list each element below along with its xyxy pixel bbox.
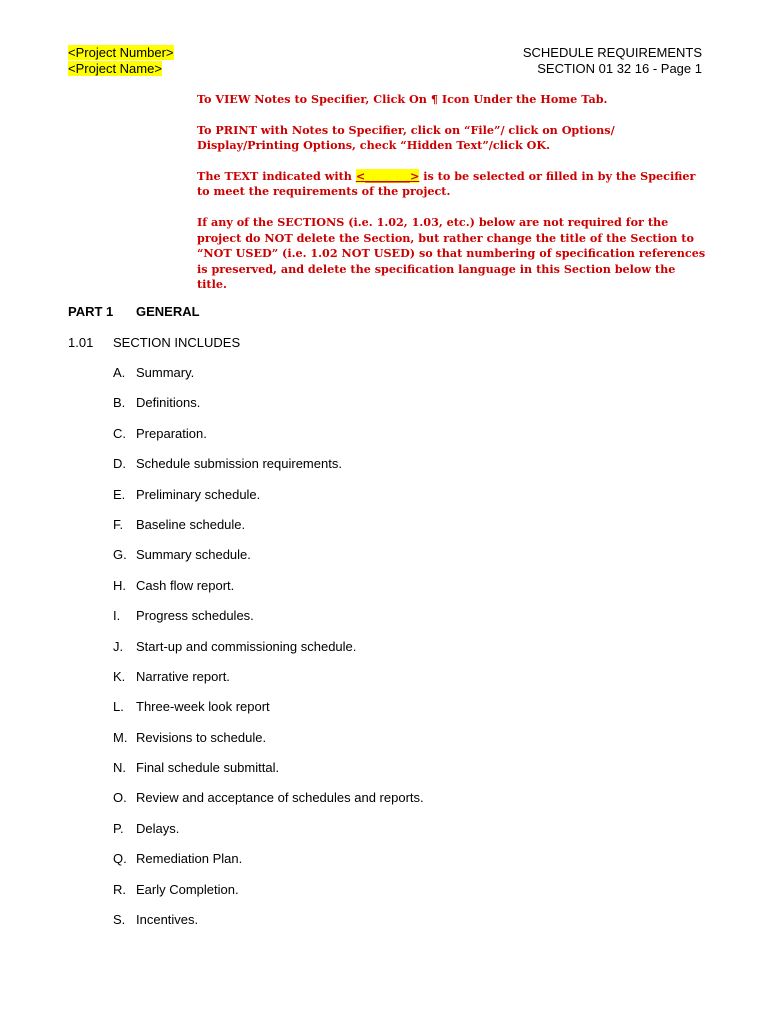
section-page-number: SECTION 01 32 16 - Page 1 [537,61,702,76]
list-item-text: Delays. [136,820,180,836]
list-item-letter: D. [113,456,126,472]
text-note-suffix: is to be selected or filled in by the Specifier to meet the requirements of the project. [197,168,696,199]
list-item-letter: A. [113,365,126,380]
list-item-letter: L. [113,699,124,715]
part-title: GENERAL [136,304,200,319]
article-number: 1.01 [68,335,94,350]
list-item-letter: K. [113,668,126,684]
list-item-letter: E. [113,486,126,502]
list-item-letter: B. [113,395,126,411]
header-left [68,45,174,77]
fill-in-marker: <________> [355,168,420,183]
list-item-text: Remediation Plan. [136,851,243,867]
list-item-letter: R. [113,881,126,897]
list-item-letter: M. [113,729,128,745]
project-number-placeholder[interactable]: <Project Number> [68,45,174,60]
doc-title: SCHEDULE REQUIREMENTS [522,45,702,60]
list-item-letter: N. [113,760,126,776]
list-item-text: Narrative report. [136,668,230,684]
text-note-prefix: The TEXT indicated with [197,168,356,183]
list-item-text: Schedule submission requirements. [136,456,342,472]
list-item-text: Cash flow report. [136,577,235,593]
project-name-placeholder[interactable]: <Project Name> [68,61,162,76]
list-item-text: Preliminary schedule. [136,486,261,502]
list-item-text: Start-up and commissioning schedule. [136,638,357,654]
article-title: SECTION INCLUDES [113,335,241,350]
list-item-text: Preparation. [136,425,207,441]
list-item-letter: F. [113,516,124,532]
part-number: PART 1 [68,304,114,319]
list-item-letter: G. [113,547,127,563]
list-item-text: Three-week look report [136,699,270,715]
view-note: To VIEW Notes to Specifier, Click On ¶ Icon Under the Home Tab. [197,92,608,106]
list-item-text: Definitions. [136,395,201,411]
list-item-text: Early Completion. [136,881,239,897]
header-right [523,45,702,77]
notes-to-specifier [197,92,707,308]
list-item-letter: C. [113,425,126,441]
list-item-letter: J. [113,638,124,654]
print-note: To PRINT with Notes to Specifier, click on “File”/ click on Options/ Display/Printing Options, check “Hidden Text”/click OK. [197,122,615,153]
list-item-letter: Q. [113,851,127,867]
list-item-letter: P. [113,820,124,836]
list-item-text: Revisions to schedule. [136,729,267,745]
list-item-text: Incentives. [136,912,199,928]
list-item-text: Review and acceptance of schedules and reports. [136,790,424,806]
text-note [197,169,707,200]
list-item-text: Progress schedules. [136,608,254,624]
list-item-text: Baseline schedule. [136,516,246,532]
list-item-letter: S. [113,912,126,928]
list-item-letter: H. [113,577,126,593]
list-item-text: Summary schedule. [136,547,251,563]
list-item-letter: O. [113,790,127,806]
list-item-letter: I. [113,608,121,624]
list-item-text: Summary. [136,365,195,380]
list-item-text: Final schedule submittal. [136,760,280,776]
sections-note: If any of the SECTIONS (i.e. 1.02, 1.03, etc.) below are not required for the project do NOT delete the Section, but rather change the title of the Section to “NOT USED” (i.e. 1.02 NOT USED) so that numbering of specification references is preserved, and delete the specification language in this Section below the title. [197,214,706,292]
